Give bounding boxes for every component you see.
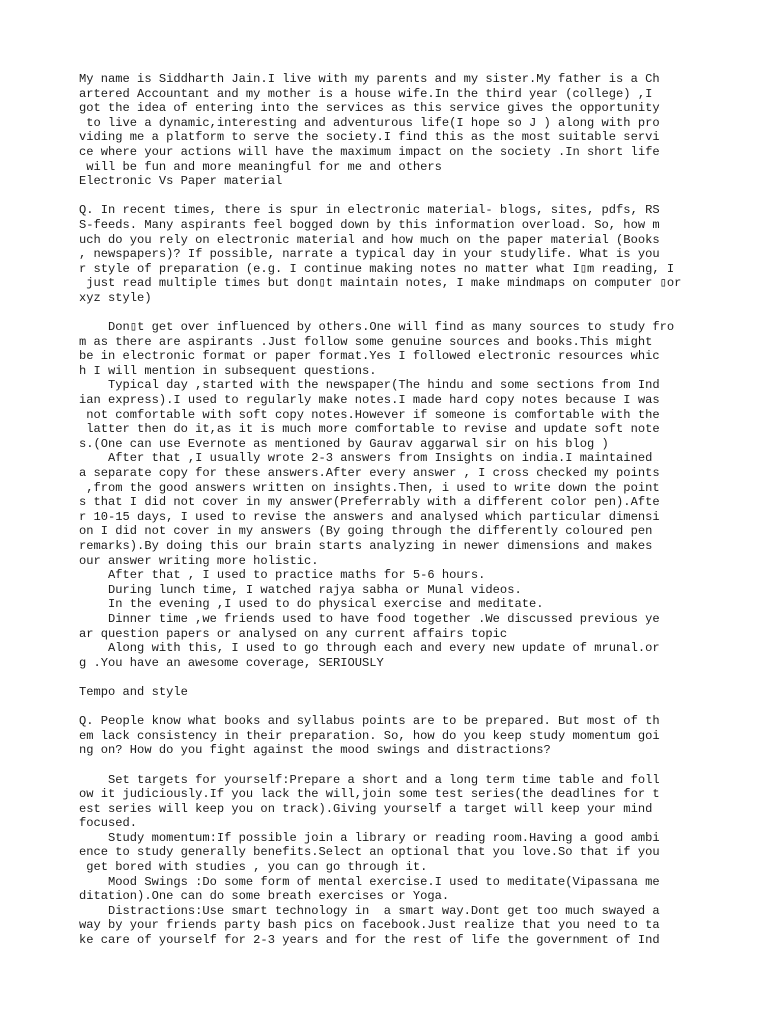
text-line: Electronic Vs Paper material: [79, 174, 283, 189]
text-line: Typical day ,started with the newspaper(The hindu and some sections from Ind: [79, 378, 660, 393]
text-line: In the evening ,I used to do physical exercise and meditate.: [79, 597, 544, 612]
text-line: em lack consistency in their preparation. So, how do you keep study momentum goi: [79, 728, 660, 743]
text-line: ng on? How do you fight against the mood swings and distractions?: [79, 743, 551, 758]
text-line: Set targets for yourself:Prepare a short and a long term time table and foll: [79, 772, 660, 787]
text-line: ce where your actions will have the maximum impact on the society .In short life: [79, 144, 660, 159]
text-line: After that ,I usually wrote 2-3 answers from Insights on india.I maintained: [79, 451, 653, 466]
text-line: be in electronic format or paper format.Yes I followed electronic resources whic: [79, 349, 660, 364]
document-text: [79, 72, 699, 948]
text-line: not comfortable with soft copy notes.However if someone is comfortable with the: [79, 407, 660, 422]
text-line: ence to study generally benefits.Select an optional that you love.So that if you: [79, 845, 660, 860]
text-line: Tempo and style: [79, 684, 188, 699]
text-line: r 10-15 days, I used to revise the answers and analysed which particular dimensi: [79, 509, 660, 524]
text-line: [79, 189, 699, 204]
text-line: just read multiple times but don▯t maintain notes, I make mindmaps on computer ▯or: [79, 276, 682, 291]
text-line: [79, 758, 699, 773]
text-line: focused.: [79, 816, 138, 831]
text-line: ian express).I used to regularly make notes.I made hard copy notes because I was: [79, 393, 660, 408]
text-line: ditation).One can do some breath exercises or Yoga.: [79, 889, 450, 904]
text-line: h I will mention in subsequent questions.: [79, 363, 377, 378]
text-line: [79, 306, 699, 321]
text-line: latter then do it,as it is much more comfortable to revise and update soft note: [79, 422, 660, 437]
text-line: Q. People know what books and syllabus points are to be prepared. But most of th: [79, 714, 660, 729]
text-line: to live a dynamic,interesting and adventurous life(I hope so J ) along with pro: [79, 115, 660, 130]
text-line: ow it judiciously.If you lack the will,join some test series(the deadlines for t: [79, 787, 660, 802]
text-line: During lunch time, I watched rajya sabha or Munal videos.: [79, 582, 522, 597]
text-line: Distractions:Use smart technology in a smart way.Dont get too much swayed a: [79, 903, 660, 918]
text-line: ke care of yourself for 2-3 years and for the rest of life the government of Ind: [79, 933, 660, 948]
text-line: got the idea of entering into the services as this service gives the opportunity: [79, 101, 660, 116]
text-line: Q. In recent times, there is spur in electronic material- blogs, sites, pdfs, RS: [79, 203, 660, 218]
text-line: s that I did not cover in my answer(Preferrably with a different color pen).Afte: [79, 495, 660, 510]
text-line: m as there are aspirants .Just follow some genuine sources and books.This might: [79, 334, 653, 349]
text-line: S-feeds. Many aspirants feel bogged down by this information overload. So, how m: [79, 217, 660, 232]
text-line: [79, 700, 699, 715]
text-line: Along with this, I used to go through each and every new update of mrunal.or: [79, 641, 660, 656]
text-line: on I did not cover in my answers (By going through the differently coloured pen: [79, 524, 653, 539]
text-line: s.(One can use Evernote as mentioned by Gaurav aggarwal sir on his blog ): [79, 436, 609, 451]
text-line: est series will keep you on track).Giving yourself a target will keep your mind: [79, 801, 653, 816]
text-line: Don▯t get over influenced by others.One will find as many sources to study fro: [79, 320, 675, 335]
text-line: viding me a platform to serve the society.I find this as the most suitable servi: [79, 130, 660, 145]
text-line: a separate copy for these answers.After every answer , I cross checked my points: [79, 466, 660, 481]
text-line: uch do you rely on electronic material and how much on the paper material (Books: [79, 232, 660, 247]
text-line: way by your friends party bash pics on facebook.Just realize that you need to ta: [79, 918, 660, 933]
text-line: Dinner time ,we friends used to have food together .We discussed previous ye: [79, 611, 660, 626]
text-line: [79, 670, 699, 685]
text-line: will be fun and more meaningful for me and others: [79, 159, 442, 174]
text-line: Study momentum:If possible join a library or reading room.Having a good ambi: [79, 830, 660, 845]
text-line: remarks).By doing this our brain starts analyzing in newer dimensions and makes: [79, 539, 653, 553]
text-line: artered Accountant and my mother is a house wife.In the third year (college) ,I: [79, 86, 653, 101]
text-line: After that , I used to practice maths for 5-6 hours.: [79, 568, 486, 583]
text-line: r style of preparation (e.g. I continue making notes no matter what I▯m reading, I: [79, 261, 675, 276]
text-line: xyz style): [79, 290, 152, 305]
text-line: g .You have an awesome coverage, SERIOUSLY: [79, 655, 384, 670]
text-line: , newspapers)? If possible, narrate a typical day in your studylife. What is you: [79, 247, 660, 262]
text-line: our answer writing more holistic.: [79, 553, 319, 568]
text-line: ar question papers or analysed on any current affairs topic: [79, 626, 508, 641]
text-line: ,from the good answers written on insights.Then, i used to write down the point: [79, 480, 660, 495]
text-line: Mood Swings :Do some form of mental exercise.I used to meditate(Vipassana me: [79, 874, 660, 889]
text-line: get bored with studies , you can go through it.: [79, 860, 428, 875]
text-line: My name is Siddharth Jain.I live with my parents and my sister.My father is a Ch: [79, 72, 660, 86]
